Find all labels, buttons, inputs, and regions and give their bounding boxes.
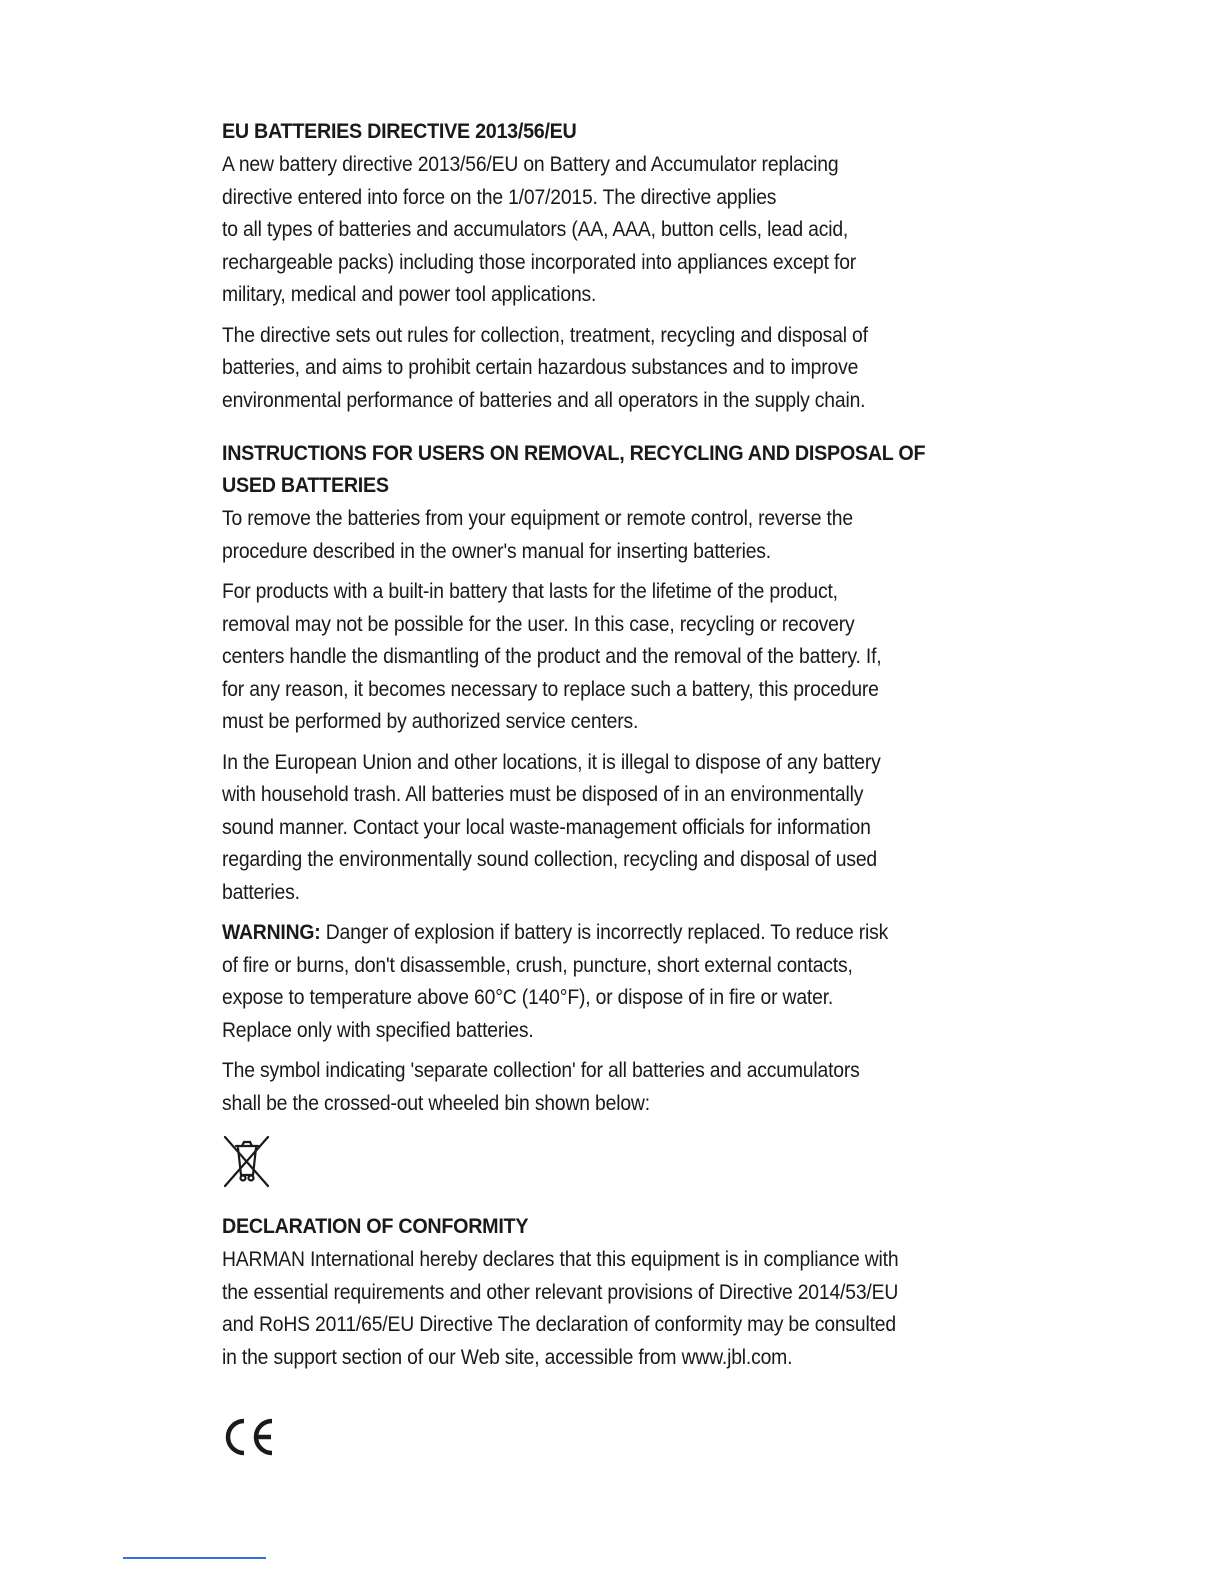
text-line: Replace only with specified batteries. [222, 1017, 534, 1042]
warning-label: WARNING: [222, 920, 321, 944]
text-line: The directive sets out rules for collection, treatment, recycling and disposal of [222, 322, 868, 347]
paragraph-directive-intro [222, 148, 991, 311]
text-line: of fire or burns, don't disassemble, crush, puncture, short external contacts, [222, 952, 853, 977]
text-line: shall be the crossed-out wheeled bin shown below: [222, 1090, 650, 1115]
text-line: rechargeable packs) including those incorporated into appliances except for [222, 249, 857, 274]
text-line: military, medical and power tool applications. [222, 282, 597, 306]
text-line: must be performed by authorized service centers. [222, 709, 639, 733]
text-line: A new battery directive 2013/56/EU on Battery and Accumulator replacing [222, 152, 839, 176]
text-line: environmental performance of batteries and all operators in the supply chain. [222, 387, 866, 412]
paragraph-symbol [222, 1054, 991, 1119]
text-line: batteries, and aims to prohibit certain hazardous substances and to improve [222, 355, 859, 379]
document-page [222, 116, 992, 1457]
text-line: with household trash. All batteries must be disposed of in an environmentally [222, 782, 864, 806]
heading-line: USED BATTERIES [222, 474, 389, 497]
text-line: in the support section of our Web site, accessible from www.jbl.com. [222, 1344, 793, 1369]
section-heading-declaration: DECLARATION OF CONFORMITY [222, 1215, 529, 1238]
paragraph-removal [222, 502, 991, 567]
crossed-out-wheeled-bin-icon [222, 1133, 272, 1189]
text-line: removal may not be possible for the user. In this case, recycling or recovery [222, 611, 855, 636]
paragraph-built-in-battery [222, 575, 991, 738]
text-line: directive entered into force on the 1/07/2015. The directive applies [222, 184, 777, 209]
text-line: for any reason, it becomes necessary to replace such a battery, this procedure [222, 676, 879, 701]
text-line: procedure described in the owner's manual for inserting batteries. [222, 538, 771, 563]
text-line: the essential requirements and other relevant provisions of Directive 2014/53/EU [222, 1279, 899, 1304]
text-line [222, 916, 991, 949]
paragraph-warning [222, 916, 991, 1046]
section-heading-instructions [222, 438, 946, 502]
ce-mark-icon [222, 1417, 278, 1457]
text-line: batteries. [222, 879, 300, 904]
text-line: In the European Union and other locations, it is illegal to dispose of any battery [222, 749, 881, 774]
text-line: regarding the environmentally sound collection, recycling and disposal of used [222, 847, 878, 871]
text-line: sound manner. Contact your local waste-management officials for information [222, 814, 871, 839]
paragraph-declaration [222, 1243, 991, 1373]
heading-line: INSTRUCTIONS FOR USERS ON REMOVAL, RECYCLING AND DISPOSAL OF [222, 442, 926, 465]
text-line: centers handle the dismantling of the product and the removal of the battery. If, [222, 644, 882, 668]
paragraph-directive-rules [222, 319, 991, 417]
text-line: HARMAN International hereby declares that this equipment is in compliance with [222, 1247, 899, 1271]
footer-divider [123, 1557, 266, 1559]
warning-text: Danger of explosion if battery is incorrectly replaced. To reduce risk [320, 920, 889, 944]
text-line: For products with a built-in battery that lasts for the lifetime of the product, [222, 579, 838, 603]
text-line: and RoHS 2011/65/EU Directive The declaration of conformity may be consulted [222, 1312, 896, 1336]
text-line: To remove the batteries from your equipment or remote control, reverse the [222, 506, 853, 530]
text-line: The symbol indicating 'separate collection' for all batteries and accumulators [222, 1058, 860, 1082]
text-line: expose to temperature above 60°C (140°F), or dispose of in fire or water. [222, 985, 834, 1009]
paragraph-eu-disposal [222, 746, 991, 909]
text-line: to all types of batteries and accumulators (AA, AAA, button cells, lead acid, [222, 217, 849, 241]
section-heading-eu-batteries-directive: EU BATTERIES DIRECTIVE 2013/56/EU [222, 120, 577, 143]
